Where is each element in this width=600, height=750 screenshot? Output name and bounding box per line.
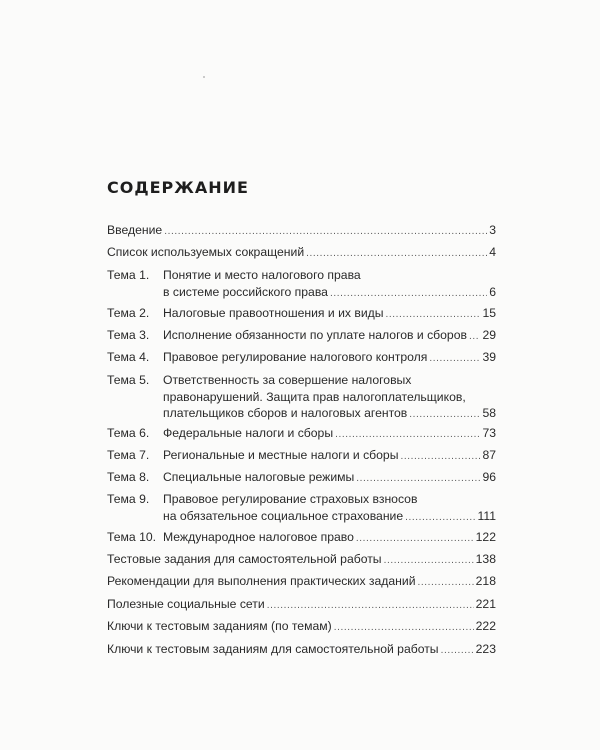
toc-entry-line — [163, 491, 496, 508]
toc-dot-leader — [330, 286, 487, 302]
toc-topic-number: Тема 5. — [107, 373, 150, 387]
toc-entry[interactable] — [107, 349, 496, 366]
toc-dot-leader — [356, 471, 480, 487]
toc-page-number: 58 — [482, 406, 496, 420]
toc-entry-line-final — [107, 573, 496, 590]
toc-entry-line-final — [163, 529, 496, 546]
toc-page-number: 111 — [477, 508, 496, 523]
toc-dot-leader — [306, 246, 487, 262]
toc-topic-number: Тема 8. — [107, 470, 150, 484]
toc-topic-body — [163, 327, 496, 344]
toc-page-number: 15 — [482, 306, 496, 320]
toc-entry-title: Международное налоговое право — [163, 530, 354, 544]
toc-topic — [107, 349, 496, 366]
toc-entry-title: Понятие и место налогового права — [163, 268, 361, 282]
toc-page-number: 87 — [482, 448, 496, 462]
toc-entry-line-final — [163, 425, 496, 442]
toc-dot-leader — [384, 553, 474, 569]
toc-entry-title: Исполнение обязанности по уплате налогов и сборов — [163, 328, 467, 342]
toc-page-number: 6 — [489, 284, 496, 299]
toc-entry[interactable] — [107, 573, 496, 590]
page-title: СОДЕРЖАНИЕ — [107, 178, 249, 197]
toc-dot-leader — [405, 510, 475, 526]
toc-topic — [107, 305, 496, 322]
toc-entry-line-final — [107, 641, 496, 658]
toc-entry[interactable] — [107, 372, 496, 422]
toc-entry-line-final — [163, 284, 496, 301]
toc-entry-line — [163, 389, 496, 406]
toc-dot-leader — [441, 643, 474, 659]
toc-topic — [107, 447, 496, 464]
toc-topic-number: Тема 7. — [107, 448, 150, 462]
toc-dot-leader — [334, 620, 474, 636]
toc-topic-body — [163, 372, 496, 422]
toc-entry-line-final — [163, 405, 496, 422]
toc-entry[interactable] — [107, 641, 496, 658]
toc-entry-title: Специальные налоговые режимы — [163, 470, 355, 484]
toc-entry-line — [163, 267, 496, 284]
toc-entry[interactable] — [107, 244, 496, 261]
toc-entry-title: Ответственность за совершение налоговых — [163, 373, 412, 387]
toc-entry-line-final — [163, 349, 496, 366]
toc-entry[interactable] — [107, 447, 496, 464]
toc-entry-title: Ключи к тестовым заданиям для самостоятельной работы — [107, 642, 439, 656]
toc-page-number: 39 — [482, 350, 496, 364]
toc-topic-body — [163, 267, 496, 300]
toc-entry-title: Региональные и местные налоги и сборы — [163, 448, 399, 462]
toc-entry-line-final — [163, 327, 496, 344]
toc-entry[interactable] — [107, 267, 496, 300]
page-speck — [203, 76, 205, 78]
toc-entry-title: Список используемых сокращений — [107, 245, 305, 259]
toc-entry-title: Ключи к тестовым заданиям (по темам) — [107, 619, 332, 633]
toc-entry[interactable] — [107, 327, 496, 344]
toc-entry-line-final — [107, 551, 496, 568]
toc-dot-leader — [267, 598, 474, 614]
toc-entry[interactable] — [107, 469, 496, 486]
toc-topic-number: Тема 9. — [107, 492, 150, 506]
toc-entry-line-final — [163, 305, 496, 322]
toc-topic — [107, 469, 496, 486]
toc-topic-body — [163, 305, 496, 322]
toc-entry-line-final — [107, 244, 496, 261]
toc-entry-line-final — [107, 618, 496, 635]
toc-topic-number: Тема 10. — [107, 530, 157, 544]
toc-entry-title: Правовое регулирование страховых взносов — [163, 492, 418, 506]
toc-page-number: 218 — [475, 574, 496, 588]
toc-page-number: 223 — [475, 642, 496, 656]
toc-entry-title: Правовое регулирование налогового контроля — [163, 350, 428, 364]
toc-entry[interactable] — [107, 618, 496, 635]
toc-topic-number: Тема 4. — [107, 350, 150, 364]
toc-entry-title: Тестовые задания для самостоятельной работы — [107, 552, 382, 566]
toc-page-number: 138 — [475, 552, 496, 566]
toc-topic — [107, 491, 496, 524]
toc-page-number: 222 — [475, 619, 496, 633]
toc-entry-title: в системе российского права — [163, 284, 328, 299]
toc-dot-leader — [164, 224, 487, 240]
toc-topic-number: Тема 1. — [107, 268, 150, 282]
toc-page-number: 3 — [489, 223, 496, 237]
toc-entry-title: правонарушений. Защита прав налогоплательщиков, — [163, 389, 466, 404]
toc-topic — [107, 425, 496, 442]
toc-entry-title: на обязательное социальное страхование — [163, 508, 404, 523]
toc-page-number: 29 — [482, 328, 496, 342]
toc-topic-number: Тема 3. — [107, 328, 150, 342]
toc-entry-line-final — [163, 447, 496, 464]
toc-entry[interactable] — [107, 551, 496, 568]
toc-entry[interactable] — [107, 529, 496, 546]
toc-topic-body — [163, 349, 496, 366]
toc-topic-body — [163, 447, 496, 464]
toc-entry-title: Полезные социальные сети — [107, 597, 265, 611]
toc-entry-title: Введение — [107, 223, 163, 237]
toc-dot-leader — [356, 531, 474, 547]
toc-entry-title: Налоговые правоотношения и их виды — [163, 306, 384, 320]
toc-entry-title: плательщиков сборов и налоговых агентов — [163, 406, 408, 420]
toc-topic-body — [163, 491, 496, 524]
toc-page-number: 221 — [475, 597, 496, 611]
toc-entry-line-final — [107, 596, 496, 613]
toc-entry-title: Федеральные налоги и сборы — [163, 426, 334, 440]
toc-topic — [107, 529, 496, 546]
toc-entry-line — [163, 372, 496, 389]
toc-topic — [107, 267, 496, 300]
toc-dot-leader — [429, 351, 480, 367]
toc-topic-body — [163, 469, 496, 486]
toc-entry-title: Рекомендации для выполнения практических заданий — [107, 574, 416, 588]
toc-dot-leader — [409, 407, 480, 423]
toc-entry[interactable] — [107, 425, 496, 442]
toc-dot-leader — [418, 575, 474, 591]
toc-entry-line-final — [163, 469, 496, 486]
toc-dot-leader — [400, 449, 480, 465]
toc-entry-line-final — [107, 222, 496, 239]
toc-page-number: 73 — [482, 426, 496, 440]
toc-topic-body — [163, 425, 496, 442]
toc-entry[interactable] — [107, 491, 496, 524]
toc-entry-line-final — [163, 508, 496, 525]
toc-topic — [107, 372, 496, 422]
toc-entry[interactable] — [107, 596, 496, 613]
toc-page-number: 96 — [482, 470, 496, 484]
toc-topic-body — [163, 529, 496, 546]
toc-topic — [107, 327, 496, 344]
toc-topic-number: Тема 6. — [107, 426, 150, 440]
toc-dot-leader — [469, 329, 480, 345]
toc-entry[interactable] — [107, 222, 496, 239]
toc-dot-leader — [335, 427, 480, 443]
toc-page-number: 122 — [475, 530, 496, 544]
toc-entry[interactable] — [107, 305, 496, 322]
toc-dot-leader — [386, 307, 481, 323]
toc-topic-number: Тема 2. — [107, 306, 150, 320]
toc-page-number: 4 — [489, 245, 496, 259]
